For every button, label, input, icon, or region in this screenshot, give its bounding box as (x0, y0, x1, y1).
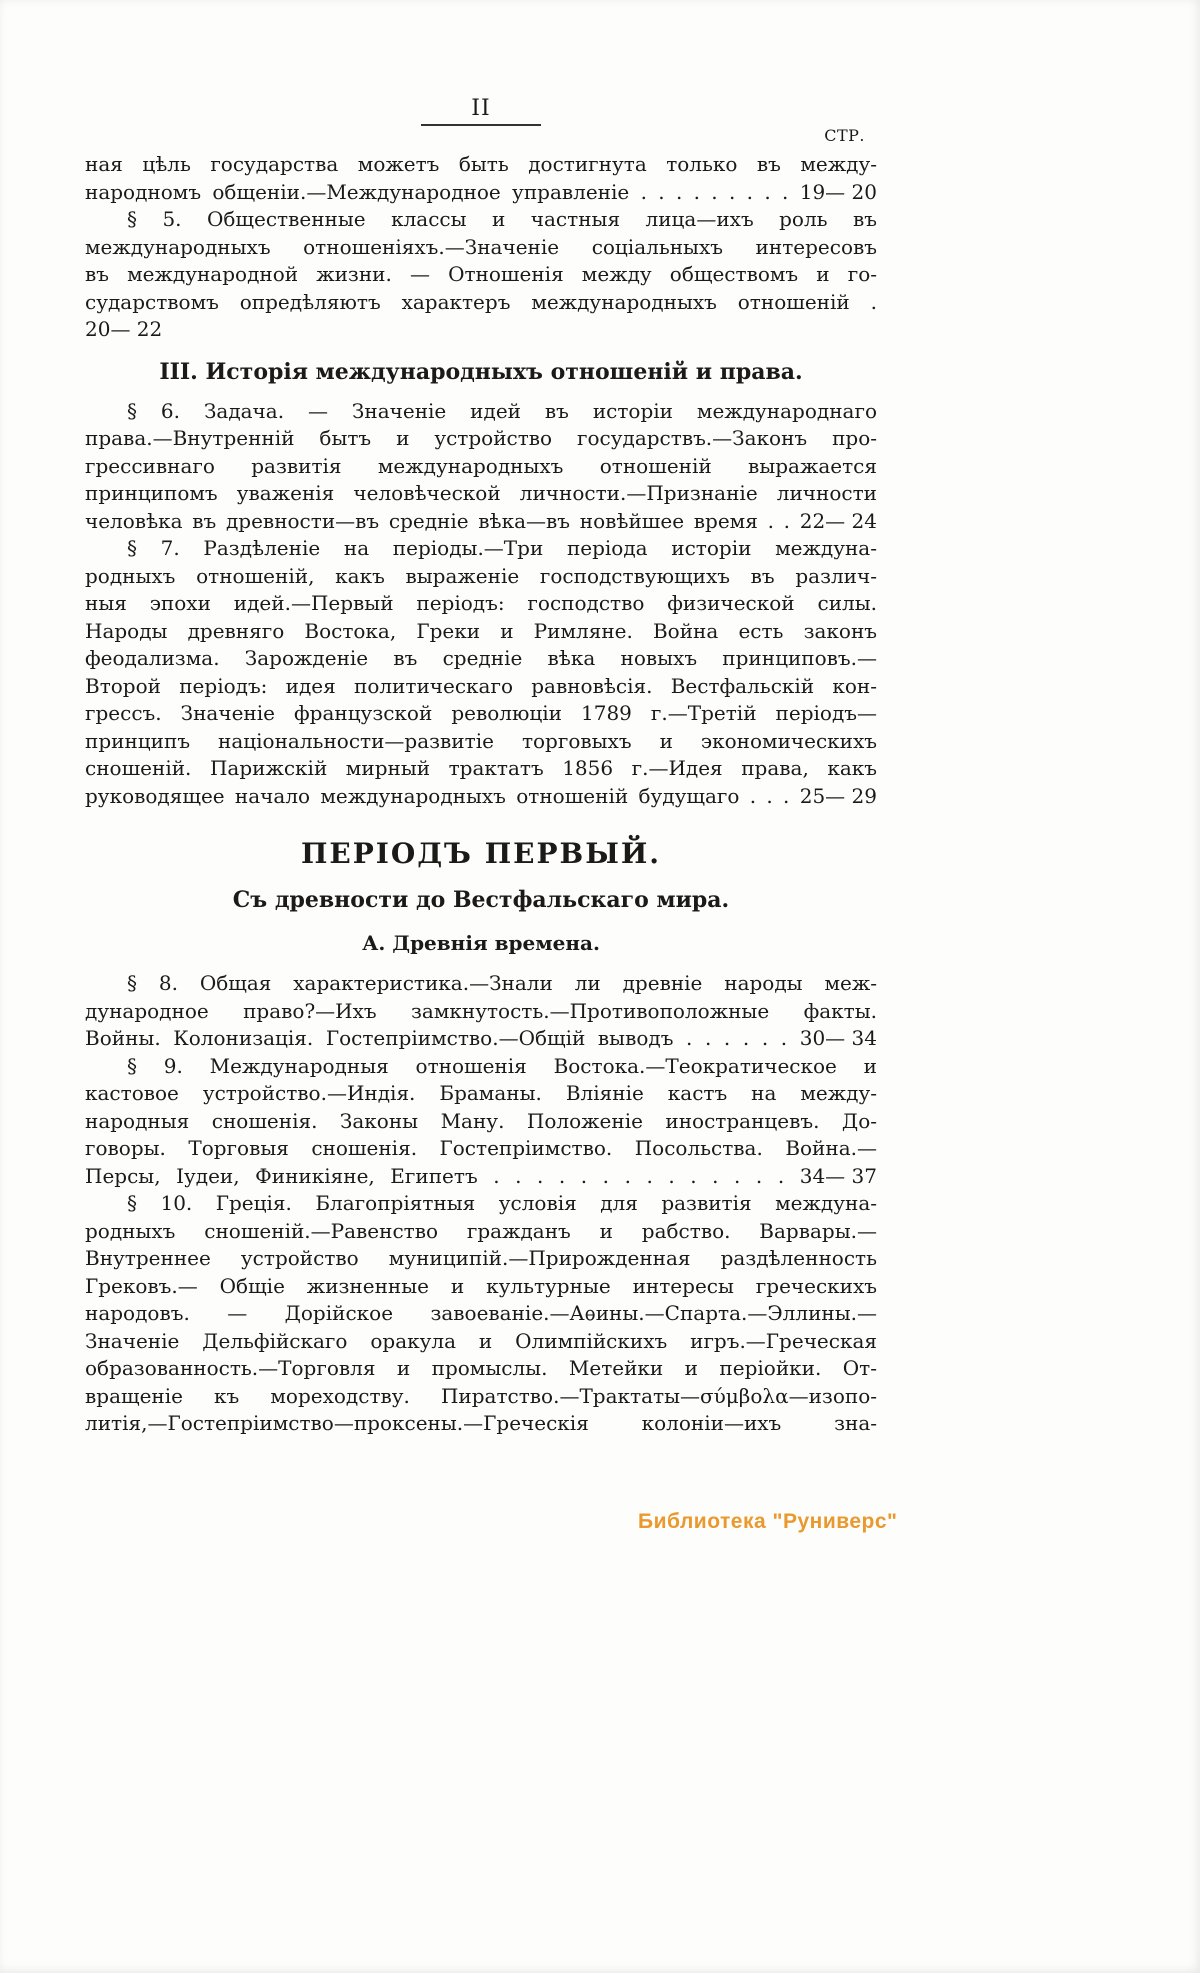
toc-line-with-pages (85, 783, 877, 811)
library-watermark: Библиотека "Руниверс" (638, 1510, 898, 1533)
toc-line: § 7. Раздѣленіе на періоды.—Три періода исторіи междуна- (127, 536, 877, 560)
toc-line: народныя сношенія. Законы Ману. Положеніе иностранцевъ. До- (85, 1108, 877, 1133)
toc-entry (85, 970, 877, 1053)
page-range: 22— 24 (799, 508, 877, 533)
toc-line: сношеній. Парижскій мирный трактатъ 1856 г.—Идея права, какъ (85, 756, 877, 780)
toc-line-with-pages (85, 508, 877, 536)
toc-entry (85, 1053, 877, 1191)
toc-line: § 9. Международныя отношенія Востока.—Теократическое и (127, 1053, 877, 1078)
entry-text: Персы, Іудеи, Финикіяне, Египетъ (85, 1163, 478, 1188)
toc-line: родныхъ сношеній.—Равенство гражданъ и рабство. Варвары.— (85, 1218, 877, 1243)
page-range: 25— 29 (799, 783, 877, 808)
toc-line: народовъ. — Дорійское завоеваніе.—Аѳины.—Спарта.—Эллины.— (85, 1301, 877, 1325)
toc-entry (85, 206, 877, 344)
toc-line: въ международной жизни. — Отношенія между обществомъ и го- (85, 262, 877, 286)
toc-line-with-pages (85, 1163, 877, 1191)
toc-line: Грековъ.— Общіе жизненные и культурные интересы греческихъ (85, 1273, 877, 1298)
page-number: II (471, 96, 491, 121)
toc-line: Значеніе Дельфійскаго оракула и Олимпійскихъ игръ.—Греческая (85, 1328, 877, 1353)
entry-text: человѣка въ древности—въ средніе вѣка—въ новѣйшее время (85, 508, 758, 533)
toc-line: Внутреннее устройство муниципій.—Прирожденная раздѣленность (85, 1246, 877, 1270)
toc-line: § 10. Греція. Благопріятныя условія для развитія междуна- (127, 1191, 877, 1215)
toc-entry (85, 398, 877, 536)
part-title: ПЕРІОДЪ ПЕРВЫЙ. (300, 837, 662, 870)
dot-leader: . . . . . . . . . . . . . . (477, 1163, 800, 1188)
section-subtitle: А. Древнія времена. (362, 931, 600, 955)
toc-line: Народы древняго Востока, Греки и Римляне. Война есть законъ (85, 618, 877, 643)
toc-line: родныхъ отношеній, какъ выраженіе господствующихъ въ различ- (85, 563, 877, 588)
entry-text: Войны. Колонизація. Гостепріимство.—Общій выводъ (85, 1026, 674, 1050)
toc-line: грессивнаго развитія международныхъ отношеній выражается (85, 453, 877, 478)
toc-line: § 8. Общая характеристика.—Знали ли древніе народы меж- (127, 971, 877, 995)
dot-leader: . . (757, 508, 800, 533)
toc-line-with-pages (85, 179, 877, 207)
toc-line: литія,—Гостепріимство—проксены.—Греческія колоніи—ихъ зна- (85, 1411, 877, 1435)
toc-line: § 6. Задача. — Значеніе идей въ исторіи международнаго (127, 398, 877, 423)
toc-line: ная цѣль государства можетъ быть достигнута только въ между- (85, 152, 877, 176)
toc-line: дународное право?—Ихъ замкнутость.—Противоположные факты. (85, 998, 877, 1023)
page-range: 30— 34 (799, 1026, 877, 1050)
dot-leader: . . . . . . . . . (629, 179, 800, 204)
entry-text: руководящее начало международныхъ отношеній будущаго (85, 783, 740, 808)
toc-line: § 5. Общественные классы и частныя лица—ихъ роль въ (127, 207, 877, 231)
toc-line: принципъ національности—развитіе торговыхъ и экономическихъ (85, 728, 877, 753)
section-heading: III. Исторія международныхъ отношеній и права. (159, 358, 803, 385)
toc-line: Второй періодъ: идея политическаго равновѣсія. Вестфальскій кон- (85, 673, 877, 698)
dot-leader: . . . (739, 783, 800, 808)
part-subtitle: Съ древности до Вестфальскаго мира. (232, 887, 730, 913)
toc-line-with-pages (85, 289, 877, 344)
entry-text: сударствомъ опредѣляютъ характеръ международныхъ отношеній (85, 289, 850, 314)
page-range: 20— 22 (85, 317, 163, 341)
toc-line: образованность.—Торговля и промыслы. Метейки и періойки. От- (85, 1356, 877, 1380)
table-of-contents (85, 151, 877, 1438)
toc-line: вращеніе къ мореходству. Пиратство.—Трактаты—σύμβολα—изопо- (85, 1383, 877, 1408)
toc-line-with-pages (85, 1025, 877, 1053)
toc-line: международныхъ отношеніяхъ.—Значеніе соціальныхъ интересовъ (85, 234, 877, 259)
toc-line: феодализма. Зарожденіе въ средніе вѣка новыхъ принциповъ.— (85, 646, 877, 670)
toc-line: принципомъ уваженія человѣческой личности.—Признаніе личности (85, 481, 877, 505)
dot-leader: . (849, 289, 877, 314)
toc-line: кастовое устройство.—Индія. Браманы. Вліяніе кастъ на между- (85, 1081, 877, 1105)
toc-line: грессъ. Значеніе французской революціи 1789 г.—Третій періодъ— (85, 701, 877, 725)
page-column-label: СТР. (824, 126, 865, 145)
toc-line: права.—Внутренній бытъ и устройство государствъ.—Законъ про- (85, 426, 877, 450)
toc-line: ныя эпохи идей.—Первый періодъ: господство физической силы. (85, 591, 877, 615)
toc-entry (85, 535, 877, 810)
page-range: 34— 37 (799, 1163, 877, 1188)
toc-entry (85, 1190, 877, 1438)
dot-leader: . . . . . . (673, 1026, 800, 1050)
toc-entry (85, 151, 877, 206)
toc-line: говоры. Торговыя сношенія. Гостепріимство. Посольства. Война.— (85, 1136, 877, 1160)
page-range: 19— 20 (799, 179, 877, 204)
entry-text: народномъ общеніи.—Международное управленіе (85, 179, 630, 204)
page-content (85, 96, 877, 1438)
